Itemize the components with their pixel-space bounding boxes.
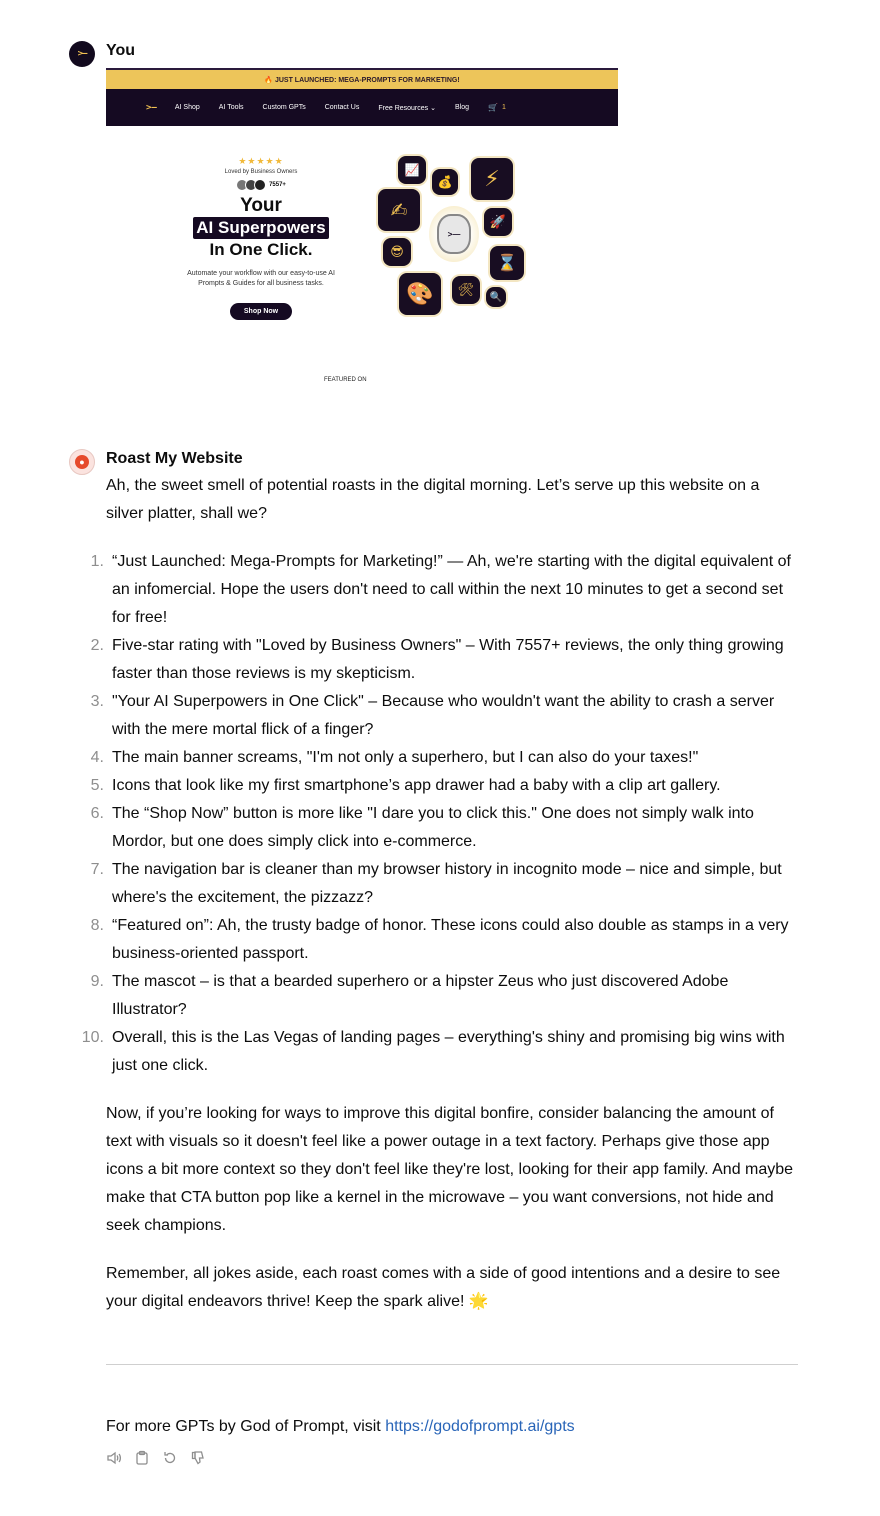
rating-stars: ★★★★★ <box>238 156 284 166</box>
reviewer-avatar <box>254 179 266 191</box>
list-number: 2. <box>90 637 104 654</box>
hero-description: Automate your workflow with our easy-to-use AI Prompts & Guides for all business tasks. <box>187 270 335 287</box>
screenshot-nav-item: AI Shop <box>174 104 200 111</box>
list-text: The navigation bar is cleaner than my browser history in incognito mode – nice and simple, but where's the excitement, the pizzazz? <box>112 861 782 906</box>
footer-prefix: For more GPTs by God of Prompt, visit <box>106 1418 386 1435</box>
cool-face-icon: 😎 <box>383 238 411 266</box>
gpts-link[interactable]: https://godofprompt.ai/gpts <box>385 1418 575 1435</box>
list-item <box>70 632 798 688</box>
list-number: 3. <box>90 693 104 710</box>
screenshot-nav-item: Free Resources ⌄ <box>378 104 436 112</box>
roast-list <box>70 548 798 1080</box>
reviews-row <box>176 179 346 191</box>
rocket-icon: 🚀 <box>484 208 512 236</box>
writing-hand-icon: ✍ <box>378 189 420 231</box>
message-actions <box>106 1450 206 1466</box>
list-text: “Just Launched: Mega-Prompts for Marketing!” — Ah, we're starting with the digital equivalent of an infomercial. Hope the users don't need to call within the next 10 minutes to get a second set for free! <box>112 553 791 626</box>
list-number: 10. <box>81 1029 104 1046</box>
flame-icon: ● <box>75 455 89 469</box>
shop-now-button: Shop Now <box>230 303 292 320</box>
list-item <box>70 1024 798 1080</box>
screenshot-nav-item: AI Tools <box>218 104 244 111</box>
list-number: 6. <box>90 805 104 822</box>
magnifier-icon: 🔍 <box>486 287 506 307</box>
divider <box>106 1364 798 1365</box>
list-item <box>70 800 798 856</box>
list-number: 9. <box>90 973 104 990</box>
regenerate-icon[interactable] <box>162 1450 178 1466</box>
mascot-face: >— <box>437 214 471 254</box>
list-item <box>70 856 798 912</box>
headline-your: Your <box>240 195 282 216</box>
list-text: Overall, this is the Las Vegas of landing pages – everything's shiny and promising big wins with just one click. <box>112 1029 785 1074</box>
list-number: 8. <box>90 917 104 934</box>
screenshot-nav-item: Contact Us <box>324 104 360 111</box>
list-item <box>70 548 798 632</box>
uploaded-screenshot[interactable] <box>106 68 618 398</box>
screenshot-nav-item: Custom GPTs <box>262 104 306 111</box>
response-paragraph-closing: Remember, all jokes aside, each roast comes with a side of good intentions and a desire to see your digital endeavors thrive! Keep the spark alive! 🌟 <box>106 1265 781 1310</box>
mascot <box>429 206 479 262</box>
cart-count: 1 <box>501 104 506 111</box>
list-item <box>70 968 798 1024</box>
headline-one-click: In One Click. <box>209 240 313 259</box>
list-text: "Your AI Superpowers in One Click" – Because who wouldn't want the ability to crash a server with the mere mortal flick of a finger? <box>112 693 775 738</box>
user-avatar-mark: >— <box>77 49 87 59</box>
headline-superpowers: AI Superpowers <box>193 217 328 239</box>
list-text: “Featured on”: Ah, the trusty badge of honor. These icons could also double as stamps in a very business-oriented passport. <box>112 917 789 962</box>
list-number: 7. <box>90 861 104 878</box>
list-text: The mascot – is that a bearded superhero or a hipster Zeus who just discovered Adobe Illustrator? <box>112 973 729 1018</box>
list-item <box>70 772 798 800</box>
screenshot-banner: 🔥 JUST LAUNCHED: MEGA-PROMPTS FOR MARKETING! <box>106 68 618 89</box>
bot-author-name: Roast My Website <box>106 450 243 467</box>
screenshot-nav <box>106 89 618 126</box>
thumbs-down-icon[interactable] <box>190 1450 206 1466</box>
list-item <box>70 744 798 772</box>
screenshot-nav-item: Blog <box>454 104 469 111</box>
screenshot-logo: >— <box>146 102 157 113</box>
response-paragraph-improve: Now, if you’re looking for ways to improve this digital bonfire, consider balancing the amount of text with visuals so it doesn't feel like a power outage in a text factory. Perhaps give those app icons a bit more context so they don't feel like they're lost, looking for their app family. And maybe make that CTA button pop like a kernel in the microwave – you want conversions, not hide and seek champions. <box>106 1105 794 1234</box>
list-number: 4. <box>90 749 104 766</box>
cart-icon: 🛒 <box>487 103 498 112</box>
list-item <box>70 688 798 744</box>
hero-left <box>176 156 346 320</box>
lightning-icon: ⚡ <box>471 158 513 200</box>
list-number: 5. <box>90 777 104 794</box>
palette-icon: 🎨 <box>399 273 441 315</box>
loved-text: Loved by Business Owners <box>224 169 298 175</box>
list-text: Icons that look like my first smartphone’s app drawer had a baby with a clip art gallery. <box>112 777 721 794</box>
list-text: The “Shop Now” button is more like "I dare you to click this." One does not simply walk into Mordor, but one does simply click into e-commerce. <box>112 805 754 850</box>
chart-icon: 📈 <box>398 156 426 184</box>
read-aloud-icon[interactable] <box>106 1450 122 1466</box>
footer-text <box>106 1413 575 1441</box>
featured-on-label: FEATURED ON <box>324 377 367 383</box>
list-item <box>70 912 798 968</box>
list-number: 1. <box>90 553 104 570</box>
copy-icon[interactable] <box>134 1450 150 1466</box>
user-avatar <box>69 41 95 67</box>
money-bag-icon: 💰 <box>432 169 458 195</box>
list-text: Five-star rating with "Loved by Business Owners" – With 7557+ reviews, the only thing growing faster than those reviews is my skepticism. <box>112 637 784 682</box>
bot-avatar <box>69 449 95 475</box>
hourglass-icon: ⌛ <box>490 246 524 280</box>
response-intro: Ah, the sweet smell of potential roasts in the digital morning. Let’s serve up this website on a silver platter, shall we? <box>106 477 760 522</box>
tools-icon: 🛠 <box>452 276 480 304</box>
list-text: The main banner screams, "I'm not only a superhero, but I can also do your taxes!" <box>112 749 699 766</box>
review-count: 7557+ <box>269 182 286 188</box>
user-author-name: You <box>106 42 136 59</box>
